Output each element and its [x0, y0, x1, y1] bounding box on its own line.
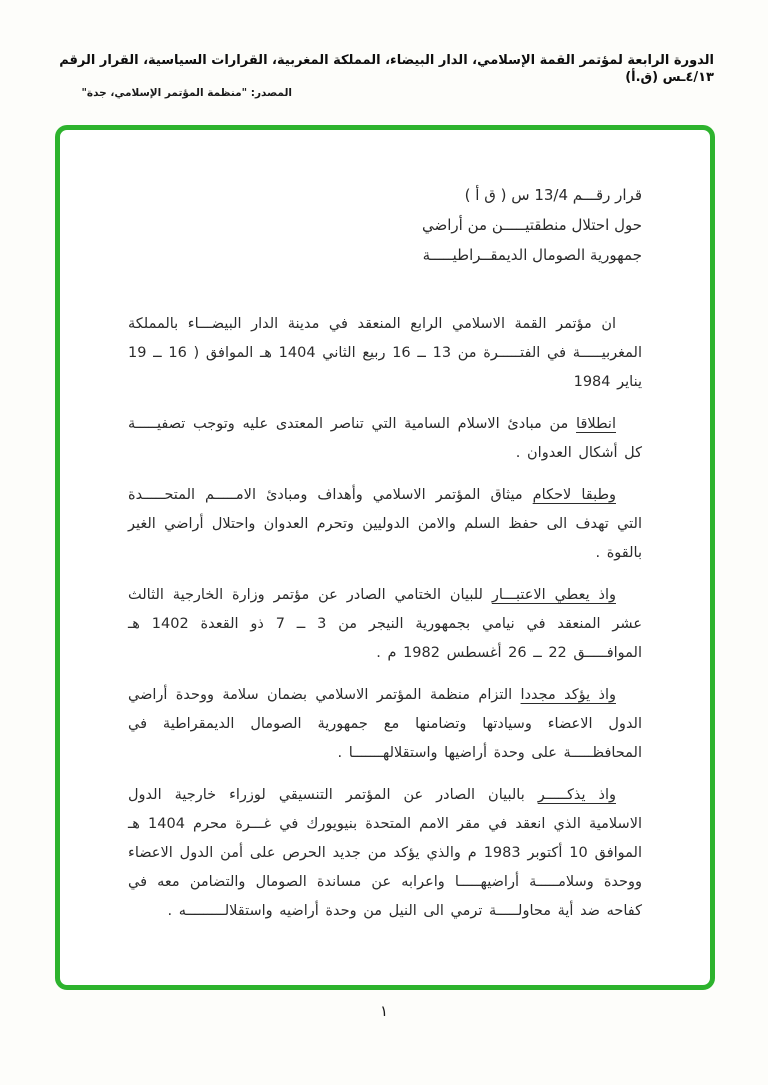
paragraph-lead: واذ يؤكد مجددا — [520, 687, 616, 703]
paragraph-principles — [128, 410, 642, 468]
paragraph-newyork-statement — [128, 781, 642, 926]
paragraph-niamey-statement — [128, 581, 642, 668]
paragraph-text: للبيان الختامي الصادر عن مؤتمر وزارة الخارجية الثالث عشر المنعقد في نيامي بجمهورية النيجر من 3 ــ 7 ذو القعدة 1402 هـ الموافـــــق 22 ــ 26 أغسطس 1982 م . — [128, 587, 642, 661]
paragraph-charter — [128, 481, 642, 568]
paragraph-text: ميثاق المؤتمر الاسلامي وأهداف ومبادئ الامـــــم المتحـــــدة التي تهدف الى حفظ السلم والامن الدوليين وتحرم العدوان واحتلال أراضي الغير بالقوة . — [128, 487, 642, 561]
paragraph-lead: واذ يذكـــــر — [537, 787, 617, 803]
paragraph-lead: انطلاقا — [576, 416, 616, 432]
paragraph-lead: وطبقا لاحكام — [532, 487, 616, 503]
document-header: الدورة الرابعة لمؤتمر القمة الإسلامي، الدار البيضاء، المملكة المغربية، القرارات السياسية، القرار الرقم ٤/١٣ـس (ق.أ) — [59, 53, 714, 85]
source-line: المصدر: "منظمة المؤتمر الإسلامي، جدة" — [81, 87, 292, 99]
paragraph-text: ان مؤتمر القمة الاسلامي الرابع المنعقد في مدينة الدار البيضـــاء بالمملكة المغربيـــــة في الفتـــــرة من 13 ــ 16 ربيع الثاني 1404 هـ الموافق ( 16 ــ 19 يناير 1984 — [128, 316, 642, 390]
paragraph-text: التزام منظمة المؤتمر الاسلامي بضمان سلامة ووحدة أراضي الدول الاعضاء وسيادتها وتضامنها مع جمهورية الصومال الديمقراطية في المحافظـــــة على وحدة أراضيها واستقلالهـــــــا . — [128, 687, 642, 761]
resolution-title — [128, 180, 642, 270]
paragraph-lead: واذ يعطي الاعتبـــار — [491, 587, 616, 603]
resolution-title-line-2: حول احتلال منطقتيـــــن من أراضي — [422, 216, 642, 234]
paragraph-text: بالبيان الصادر عن المؤتمر التنسيقي لوزراء خارجية الدول الاسلامية الذي انعقد في مقر الامم المتحدة بنيويورك في غـــرة محرم 1404 هـ الموافق 10 أكتوبر 1983 م والذي يؤكد من جديد الحرص على أمن الدول الاعضاء ووحدة وسلامـــــة أراضيهـــــا واعرابه عن مساندة الصومال والتضامن معه في كفاحه ضد أية محاولـــــة ترمي الى النيل من وحدة أراضيه واستقلالـــــــــه . — [128, 787, 643, 919]
paragraph-text: من مبادئ الاسلام السامية التي تناصر المعتدى عليه وتوجب تصفيـــــة كل أشكال العدوان . — [128, 416, 642, 461]
paragraph-commitment — [128, 681, 642, 768]
paragraph-preamble — [128, 310, 642, 397]
page-number: ١ — [379, 1002, 389, 1020]
highlight-annotation-box — [55, 125, 715, 990]
resolution-title-line-3: جمهورية الصومال الديمقــراطيـــــة — [422, 246, 642, 264]
resolution-title-line-1: قرار رقـــم 13/4 س ( ق أ ) — [464, 186, 642, 204]
resolution-body — [128, 310, 642, 926]
